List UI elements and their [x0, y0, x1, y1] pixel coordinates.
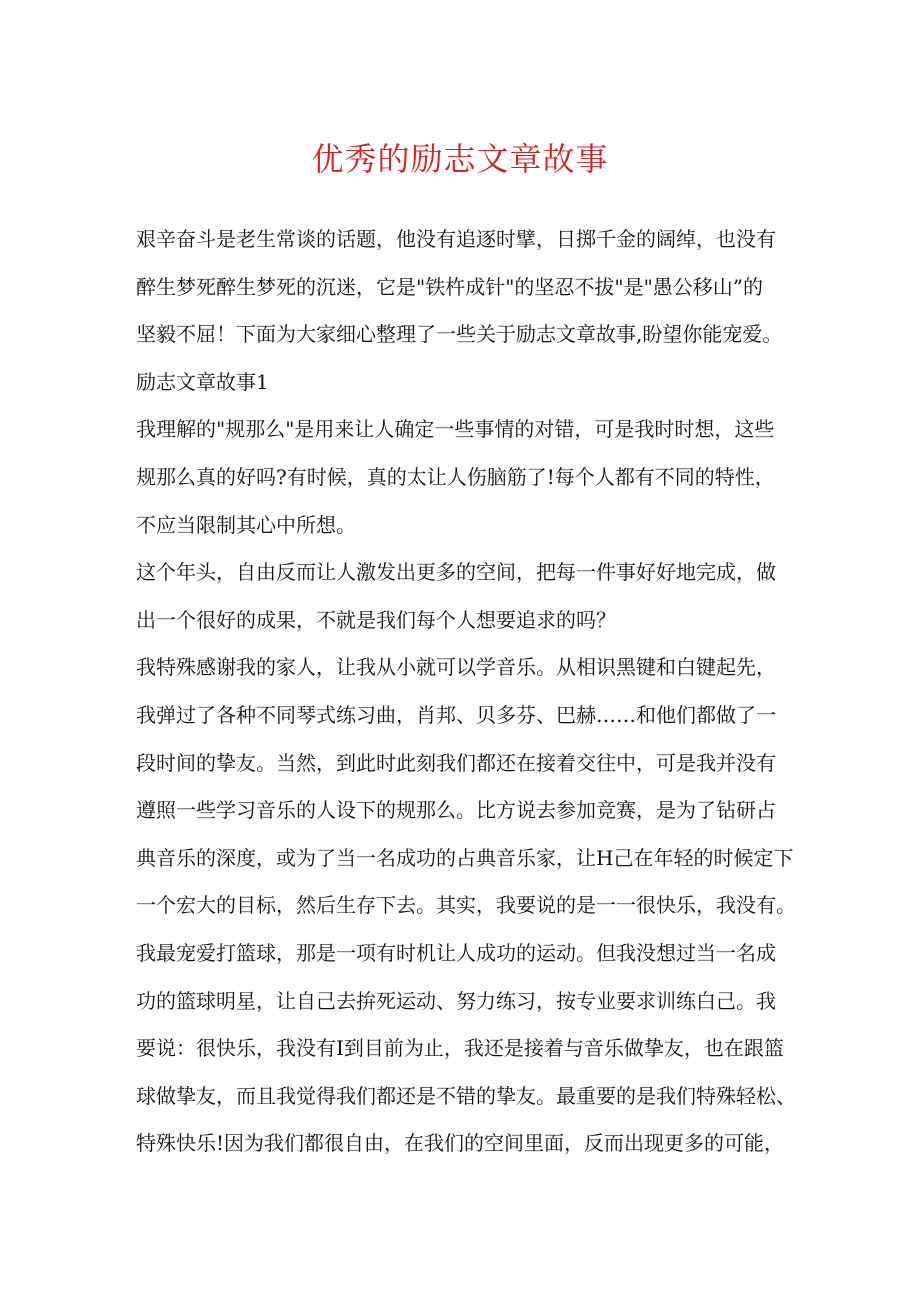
text-line: 我特殊感谢我的家人，让我从小就可以学音乐。从相识黑键和白键起先，: [136, 655, 776, 680]
text-line: 功的篮球明星，让自己去拚死运动、努力练习，按专业要求训练白己。我: [136, 988, 776, 1013]
section-heading: 励志文章故事1: [136, 369, 269, 394]
text-line: 坚毅不屈！下面为大家细心整理了一些关于励志文章故事,盼望你能宠爱。: [136, 322, 783, 347]
text-line: 我最宠爱打篮球，那是一项有时机让人成功的运动。但我没想过当一名成: [136, 940, 776, 965]
text-line: 球做挚友，而且我觉得我们都还是不错的挚友。最重要的是我们特殊轻松、: [136, 1083, 796, 1108]
text-line: 遵照一些学习音乐的人设下的规那么。比方说去参加竞赛，是为了钻研占: [136, 798, 776, 823]
text-line: 艰辛奋斗是老生常谈的话题，他没有追逐时擘，日掷千金的阔绰，也没有: [136, 227, 776, 251]
text-line: 出一个很好的成果，不就是我们每个人想要追求的吗？: [136, 607, 616, 632]
document-body: [136, 216, 796, 1168]
document-title: 优秀的励志文章故事: [311, 140, 609, 178]
text-line: 典音乐的深度，或为了当一名成功的占典音乐家，让H己在年轻的时候定下: [136, 845, 794, 870]
text-line: 要说：很快乐，我没有I到目前为止，我还是接着与音乐做挚友，也在跟篮: [136, 1036, 784, 1061]
text-line: 醉生梦死醉生梦死的沉迷，它是"铁杵成针"的坚忍不拔"是"愚公移山”的: [136, 274, 764, 299]
text-line: 这个年头，自由反而让人激发出更多的空间，把每一件事好好地完成，做: [136, 560, 776, 585]
text-line: 特殊快乐!因为我们都很自由，在我们的空间里面，反而出现更多的可能，: [136, 1131, 785, 1156]
text-line: 不应当限制其心中所想。: [136, 512, 356, 537]
text-line: 一个宏大的目标，然后生存下去。其实，我要说的是一一很快乐，我没有。: [136, 893, 796, 918]
text-line: 规那么真的好吗?有时候，真的太让人伤脑筋了!每个人都有不同的特性，: [136, 464, 775, 489]
text-line: 我理解的"规那么"是用来让人确定一些事情的对错，可是我时时想，这些: [136, 417, 775, 442]
text-line: 段时间的挚友。当然，到此时此刻我们都还在接着交往中，可是我并没有: [136, 750, 776, 775]
text-line: 我弹过了各种不同琴式练习曲，肖邦、贝多芬、巴赫……和他们都做了一: [136, 702, 776, 727]
